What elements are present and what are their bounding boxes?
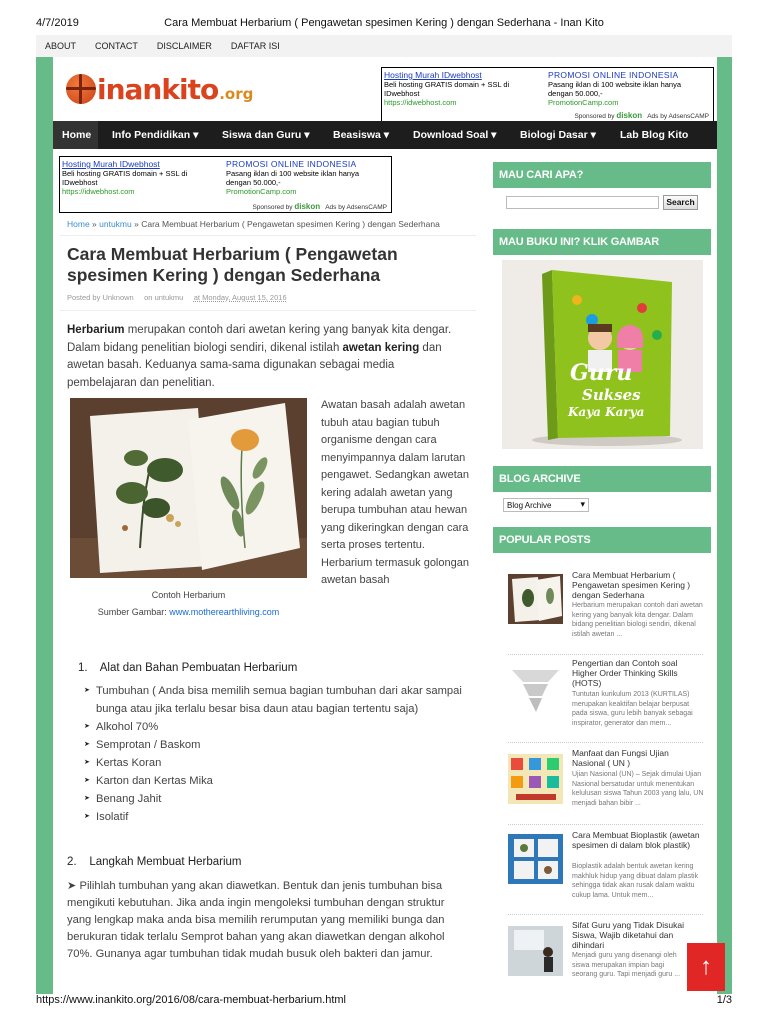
materials-list	[84, 682, 464, 826]
print-header	[0, 0, 768, 30]
section-heading-langkah: 2. Langkah Membuat Herbarium	[67, 856, 242, 868]
nav-info-pendidikan[interactable]: Info Pendidikan ▾	[112, 129, 199, 141]
post-author[interactable]: Posted by Unknown	[67, 293, 134, 302]
popular-post[interactable]	[508, 830, 708, 918]
print-doc-title: Cara Membuat Herbarium ( Pengawetan spesimen Kering ) dengan Sederhana - Inan Kito	[164, 17, 604, 29]
popular-post-snippet: Tuntutan kurikulum 2013 (KURTILAS) merupakan keaktifan belajar berpusat pada siswa, guru lebih banyak sebagai inspirator, generator dan mem...	[572, 691, 693, 727]
logo-brand: inankito	[97, 72, 219, 106]
image-caption: Contoh Herbarium	[151, 590, 226, 600]
popular-post-thumbnail[interactable]	[508, 574, 563, 624]
awetan-paragraph: Awatan basah adalah awetan tubuh atau bagian tubuh organisme dengan cara menyimpannya dalam larutan pengawet. Sedangkan awetan kering adalah awetan yang berupa tumbuhan atau hewan yang dikeringkan dengan cara serta proses tertentu. Herbarium termasuk golongan awetan basah	[321, 399, 470, 586]
popular-post-title[interactable]: Cara Membuat Bioplastik (awetan spesimen di dalam blok plastik)	[572, 830, 700, 850]
widget-title-search: MAU CARI APA?	[493, 162, 711, 188]
list-item: ➤ Benang Jahit	[84, 790, 464, 808]
search-button[interactable]: Search	[663, 195, 698, 210]
post-date[interactable]: at Monday, August 15, 2016	[193, 293, 287, 302]
topnav-about[interactable]: ABOUT	[45, 41, 77, 51]
nav-home[interactable]: Home	[62, 129, 92, 141]
popular-post[interactable]	[508, 748, 708, 830]
popular-post-snippet: Menjadi guru yang disenangi oleh siswa merupakan impian bagi seorang guru. Tapi menjadi guru ...	[572, 952, 681, 978]
book-cover-title-3: Kaya Karya	[568, 405, 645, 419]
topnav-contact[interactable]: CONTACT	[95, 41, 138, 51]
widget-title-popular: POPULAR POSTS	[493, 527, 711, 553]
nav-lab-blog-kito[interactable]: Lab Blog Kito	[620, 129, 689, 141]
book-cover-title-1: Guru	[570, 360, 633, 386]
post-meta	[67, 293, 287, 302]
popular-post-thumbnail[interactable]	[508, 754, 563, 804]
list-item: ➤ Karton dan Kertas Mika	[84, 772, 464, 790]
ad-right-text: Pasang iklan di 100 website iklan hanya dengan 50.000,-	[548, 80, 682, 98]
image-source: Sumber Gambar: www.motherearthliving.com	[97, 607, 280, 617]
nav-siswa-dan-guru[interactable]: Siswa dan Guru ▾	[222, 129, 310, 141]
ad-right-text: Pasang iklan di 100 website iklan hanya dengan 50.000,-	[226, 169, 360, 187]
herbarium-image	[70, 398, 307, 578]
archive-select[interactable]: Blog Archive ▾	[503, 498, 589, 512]
breadcrumb-current: » Cara Membuat Herbarium ( Pengawetan spesimen Kering ) dengan Sederhana	[131, 219, 440, 229]
popular-post-title[interactable]: Manfaat dan Fungsi Ujian Nasional ( UN )	[572, 748, 669, 768]
basketball-icon	[66, 74, 96, 104]
ad-right-link[interactable]: PROMOSI ONLINE INDONESIA	[548, 70, 679, 80]
print-url: https://www.inankito.org/2016/08/cara-membuat-herbarium.html	[36, 994, 346, 1006]
image-source-link[interactable]: www.motherearthliving.com	[169, 607, 280, 617]
popular-post-snippet: Bioplastik adalah bentuk awetan kering makhluk hidup yang dibuat dalam plastik sehingga tidak akan rusak dalam waktu cukup lama. Untuk mem...	[572, 863, 699, 899]
header-ad[interactable]	[381, 67, 714, 122]
print-footer	[0, 994, 768, 1024]
content-ad[interactable]	[59, 156, 392, 213]
print-date: 4/7/2019	[36, 17, 79, 29]
breadcrumb-category[interactable]: untukmu	[99, 219, 132, 229]
ad-left-link[interactable]: Hosting Murah IDwebhost	[384, 70, 482, 80]
ad-left-text: Beli hosting GRATIS domain + SSL di IDwebhost	[62, 169, 188, 187]
intro-paragraph: Herbarium merupakan contoh dari awetan kering yang banyak kita dengar. Dalam bidang penelitian biologi sendiri, dikenal istilah awetan kering dan awetan basah. Keduanya sama-sama digunakan sebagai media pembelajaran dan penelitian.	[67, 324, 452, 389]
widget-title-book: MAU BUKU INI? KLIK GAMBAR	[493, 229, 711, 255]
ad-left-text: Beli hosting GRATIS domain + SSL di IDwebhost	[384, 80, 510, 98]
topnav-disclaimer[interactable]: DISCLAIMER	[156, 41, 212, 51]
term-herbarium: Herbarium	[67, 324, 125, 336]
list-item: ➤ Semprotan / Baskom	[84, 736, 464, 754]
nav-beasiswa[interactable]: Beasiswa ▾	[333, 129, 390, 141]
divider	[60, 310, 476, 311]
logo-tld: .org	[219, 85, 254, 103]
list-item: ➤ Tumbuhan ( Anda bisa memilih semua bagian tumbuhan dari akar sampai bunga atau jika terlalu besar bisa daun atau bagian tertentu saja)	[84, 682, 464, 718]
popular-post-title[interactable]: Sifat Guru yang Tidak Disukai Siswa, Wajib diketahui dan dihindari	[572, 920, 684, 950]
main-nav	[53, 121, 717, 149]
ad-left-url[interactable]: https://idwebhost.com	[62, 187, 135, 196]
list-item: ➤ Alkohol 70%	[84, 718, 464, 736]
popular-post[interactable]	[508, 920, 708, 990]
search-input[interactable]	[506, 196, 659, 209]
popular-post-snippet: Herbarium merupakan contoh dari awetan kering yang banyak kita dengar. Dalam bidang penelitian biologi sendiri, dikenal istilah awetan ...	[572, 602, 703, 638]
back-to-top-button[interactable]: ↑	[687, 943, 725, 991]
popular-post[interactable]	[508, 658, 708, 740]
book-promo-image[interactable]	[502, 260, 703, 449]
nav-download-soal[interactable]: Download Soal ▾	[413, 129, 497, 141]
nav-biologi-dasar[interactable]: Biologi Dasar ▾	[520, 129, 596, 141]
ad-left-link[interactable]: Hosting Murah IDwebhost	[62, 159, 160, 169]
popular-post[interactable]	[508, 570, 708, 650]
breadcrumb-home[interactable]: Home	[67, 219, 90, 229]
divider	[508, 742, 703, 743]
divider	[508, 914, 703, 915]
steps-paragraph: ➤ Pilihlah tumbuhan yang akan diawetkan. Bentuk dan jenis tumbuhan bisa mengikuti kebutuhan. Jika anda ingin mengoleksi tumbuhan dengan struktur yang lengkap maka anda bisa memilih rerumputan yang memiliki bunga dan berukuran tidak terlalu Semprot bahan yang akan diawetkan dengan alkohol 70%. Gunanya agar tumbuhan tidak mudah busuk oleh bakteri dan jamur.	[67, 880, 445, 960]
ad-left-url[interactable]: https://idwebhost.com	[384, 98, 457, 107]
divider	[60, 235, 476, 236]
ad-right-url[interactable]: PromotionCamp.com	[226, 187, 297, 196]
topnav-daftar-isi[interactable]: DAFTAR ISI	[230, 41, 280, 51]
print-page-number: 1/3	[716, 994, 732, 1006]
list-item: ➤ Kertas Koran	[84, 754, 464, 772]
popular-post-snippet: Ujian Nasional (UN) – Sejak dimulai Ujian Nasional bersatudar untuk menentukan kelulusan siswa Tahun 2003 yang lalu, UN menjadi bahan bibir ...	[572, 771, 704, 807]
divider	[508, 654, 703, 655]
ad-footer: Sponsored by diskon Ads by AdsensCAMP	[252, 202, 387, 211]
popular-post-thumbnail[interactable]	[508, 834, 563, 884]
ad-footer: Sponsored by diskon Ads by AdsensCAMP	[574, 111, 709, 120]
post-category[interactable]: on untukmu	[144, 293, 184, 302]
ad-right-url[interactable]: PromotionCamp.com	[548, 98, 619, 107]
widget-title-archive: BLOG ARCHIVE	[493, 466, 711, 492]
ad-right-link[interactable]: PROMOSI ONLINE INDONESIA	[226, 159, 357, 169]
popular-post-title[interactable]: Pengertian dan Contoh soal Higher Order Thinking Skills (HOTS)	[572, 658, 678, 688]
popular-post-thumbnail[interactable]	[508, 666, 563, 716]
list-item: ➤ Isolatif	[84, 808, 464, 826]
book-cover-title-2: Sukses	[582, 386, 641, 404]
top-nav	[36, 35, 732, 57]
popular-post-thumbnail[interactable]	[508, 926, 563, 976]
section-heading-alat-bahan: 1. Alat dan Bahan Pembuatan Herbarium	[78, 662, 298, 674]
post-title: Cara Membuat Herbarium ( Pengawetan spesimen Kering ) dengan Sederhana	[67, 244, 398, 285]
divider	[508, 824, 703, 825]
popular-post-title[interactable]: Cara Membuat Herbarium ( Pengawetan spesimen Kering ) dengan Sederhana	[572, 570, 691, 600]
term-awetan-kering: awetan kering	[342, 341, 420, 354]
breadcrumb: Home » untukmu » Cara Membuat Herbarium ( Pengawetan spesimen Kering ) dengan Sederhana	[67, 219, 440, 229]
site-logo[interactable]	[66, 70, 253, 108]
